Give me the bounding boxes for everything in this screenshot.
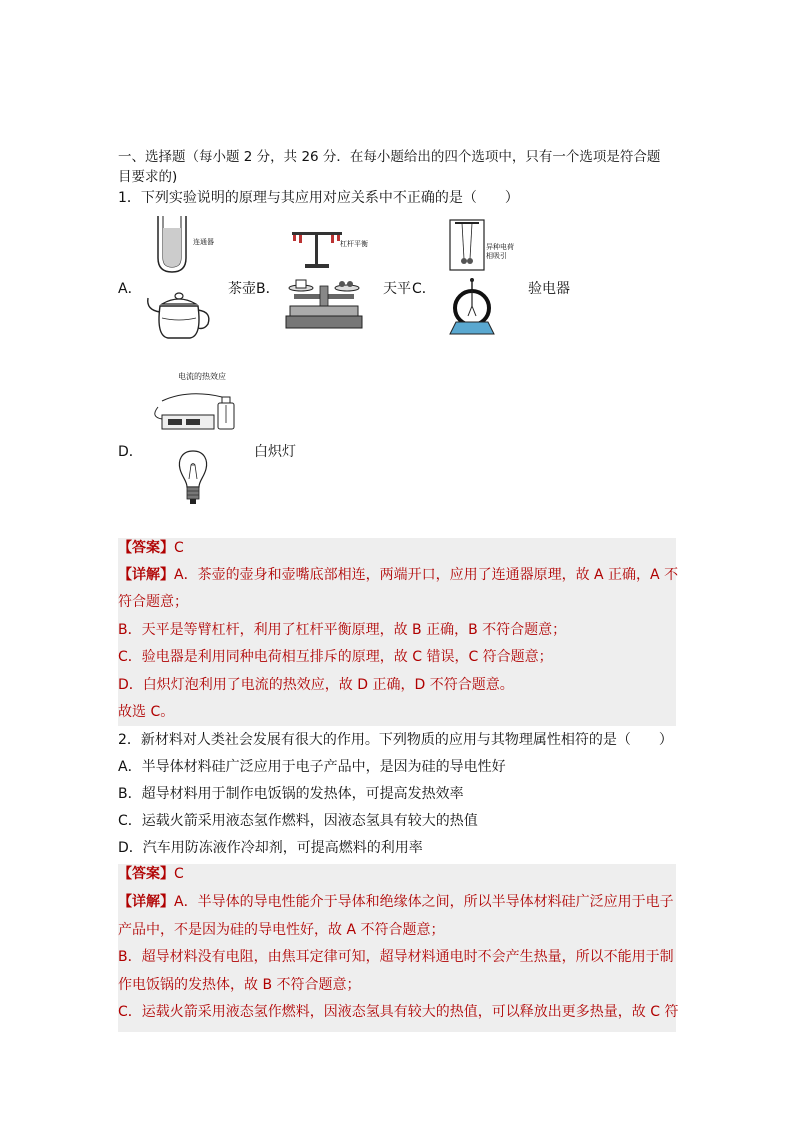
q2-detail-line-1	[118, 892, 674, 912]
teapot-image	[144, 290, 214, 342]
lever-balance-figure	[287, 224, 347, 270]
q1-stem: 1．下列实验说明的原理与其应用对应关系中不正确的是（ ）	[118, 190, 519, 206]
q2-answer	[118, 864, 184, 884]
q1-answer-tag: 【答案】	[118, 540, 174, 556]
section-heading-line2: 目要求的)	[118, 169, 178, 185]
q1-detail-line-4: C．验电器是利用同种电荷相互排斥的原理，故 C 错误，C 符合题意；	[118, 649, 553, 665]
charges-attract-figure	[449, 219, 485, 271]
q1-opt-d-text: 白炽灯	[254, 444, 296, 460]
q1-opt-b-label: B．	[256, 281, 280, 297]
q2-detail-line-2: 产品中，不是因为硅的导电性好，故 A 不符合题意；	[118, 922, 445, 938]
section-heading-line1: 一、选择题（每小题 2 分，共 26 分．在每小题给出的四个选项中，只有一个选项是符合题	[118, 149, 661, 165]
q2-detail-text-1: A．半导体的导电性能介于导体和绝缘体之间，所以半导体材料硅广泛应用于电子	[174, 894, 674, 910]
q1-opt-a-text: 茶壶	[228, 281, 256, 297]
q1-answer-value: C	[174, 540, 184, 556]
q2-detail-line-3: B．超导材料没有电阻，由焦耳定律可知，超导材料通电时不会产生热量，所以不能用于制	[118, 949, 674, 965]
electroscope-image	[446, 278, 498, 336]
q1-detail-line-2: 符合题意；	[118, 594, 188, 610]
fig-a-caption: 连通器	[193, 238, 214, 246]
q2-stem: 2．新材料对人类社会发展有很大的作用。下列物质的应用与其物理属性相符的是（ ）	[118, 732, 673, 748]
fig-d-caption: 电流的热效应	[178, 372, 226, 381]
balance-scale-image	[284, 276, 364, 332]
light-bulb-image	[176, 449, 210, 507]
heating-effect-figure	[148, 383, 240, 433]
q1-detail-line-3: B．天平是等臂杠杆，利用了杠杆平衡原理，故 B 正确，B 不符合题意；	[118, 622, 567, 638]
connected-vessels-figure	[152, 214, 232, 276]
q2-option-d: D．汽车用防冻液作冷却剂，可提高燃料的利用率	[118, 840, 423, 856]
q1-detail-line-5: D．白炽灯泡利用了电流的热效应，故 D 正确，D 不符合题意。	[118, 677, 514, 693]
fig-b-caption: 杠杆平衡	[340, 240, 368, 248]
q2-option-c: C．运载火箭采用液态氢作燃料，因液态氢具有较大的热值	[118, 813, 478, 829]
q2-option-b: B．超导材料用于制作电饭锅的发热体，可提高发热效率	[118, 786, 464, 802]
q2-answer-value: C	[174, 866, 184, 882]
q1-opt-d-label: D．	[118, 444, 143, 460]
q2-answer-tag: 【答案】	[118, 866, 174, 882]
fig-c-caption1: 异种电荷	[486, 243, 514, 251]
q2-detail-line-4: 作电饭锅的发热体，故 B 不符合题意；	[118, 977, 361, 993]
q1-detail-tag: 【详解】	[118, 567, 174, 583]
q2-detail-tag: 【详解】	[118, 894, 174, 910]
q1-opt-a-label: A．	[118, 281, 142, 297]
fig-c-caption2: 相吸引	[486, 252, 507, 260]
q1-opt-b-text: 天平	[383, 281, 411, 297]
q1-detail-line-1	[118, 565, 678, 585]
q1-answer	[118, 538, 184, 558]
q2-detail-line-5: C．运载火箭采用液态氢作燃料，因液态氢具有较大的热值，可以释放出更多热量，故 C 符	[118, 1004, 679, 1020]
q1-opt-c-text: 验电器	[528, 281, 570, 297]
q1-opt-c-label: C．	[412, 281, 436, 297]
q1-detail-text-1: A．茶壶的壶身和壶嘴底部相连，两端开口，应用了连通器原理，故 A 正确，A 不	[174, 567, 679, 583]
q2-option-a: A．半导体材料硅广泛应用于电子产品中，是因为硅的导电性好	[118, 759, 506, 775]
q1-detail-line-6: 故选 C。	[118, 704, 175, 720]
